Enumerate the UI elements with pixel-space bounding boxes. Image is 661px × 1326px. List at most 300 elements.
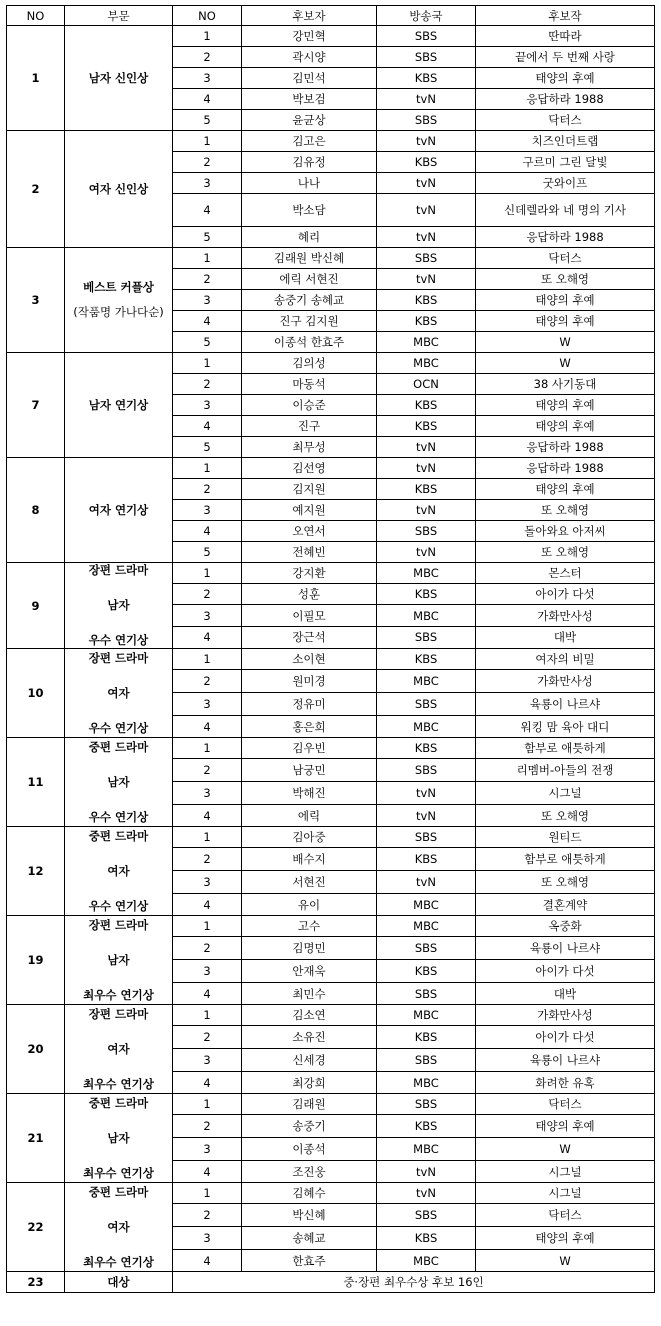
broadcaster: SBS (377, 110, 476, 131)
nominee-name: 최무성 (242, 437, 377, 458)
nominee-name: 예지원 (242, 500, 377, 521)
nominee-name: 김지원 (242, 479, 377, 500)
nominee-no: 5 (173, 542, 242, 563)
category (65, 1183, 173, 1272)
broadcaster: KBS (377, 1227, 476, 1250)
nominated-work: 가화만사성 (476, 605, 655, 626)
category-line: 장편 드라마 (88, 650, 149, 665)
broadcaster: MBC (377, 716, 476, 738)
nominee-name: 진구 (242, 416, 377, 437)
nominated-work: 육룡이 나르샤 (476, 693, 655, 716)
category-line: 남자 (107, 1130, 130, 1145)
nominee-no: 2 (173, 937, 242, 960)
nominee-no: 5 (173, 332, 242, 353)
broadcaster: SBS (377, 626, 476, 648)
nominee-name: 김아중 (242, 827, 377, 848)
broadcaster: SBS (377, 26, 476, 47)
nominee-no: 2 (173, 759, 242, 782)
category-note: (작품명 가나다순) (73, 305, 164, 319)
nominee-no: 2 (173, 848, 242, 871)
nominee-no: 3 (173, 1227, 242, 1250)
broadcaster: tvN (377, 458, 476, 479)
broadcaster: KBS (377, 311, 476, 332)
category-line: 최우수 연기상 (83, 1165, 154, 1180)
nominee-no: 2 (173, 269, 242, 290)
nominated-work: 끝에서 두 번째 사랑 (476, 47, 655, 68)
nominated-work: 굿와이프 (476, 173, 655, 194)
table-row (7, 827, 655, 848)
table-row (7, 738, 655, 759)
nominee-no: 3 (173, 782, 242, 805)
nominee-name: 장근석 (242, 626, 377, 648)
broadcaster: tvN (377, 173, 476, 194)
nominee-name: 소유진 (242, 1026, 377, 1049)
nominee-no: 2 (173, 374, 242, 395)
nominated-work: 몬스터 (476, 563, 655, 584)
nominee-no: 2 (173, 1204, 242, 1227)
nominated-work: 닥터스 (476, 248, 655, 269)
nominee-name: 최민수 (242, 983, 377, 1005)
category: 대상 (65, 1272, 173, 1293)
table-row (7, 248, 655, 269)
nominated-work: 구르미 그린 달빛 (476, 152, 655, 173)
category-line: 여자 (107, 863, 130, 878)
broadcaster: tvN (377, 782, 476, 805)
nominee-no: 5 (173, 437, 242, 458)
table-row (7, 563, 655, 584)
header-category: 부문 (65, 6, 173, 26)
nominee-no: 1 (173, 1094, 242, 1115)
category-line: 장편 드라마 (88, 563, 149, 577)
nominated-work: 육룡이 나르샤 (476, 937, 655, 960)
nominee-no: 5 (173, 227, 242, 248)
broadcaster: KBS (377, 68, 476, 89)
nominated-work: 시그널 (476, 1161, 655, 1183)
nominated-work: 옥중화 (476, 916, 655, 937)
broadcaster: KBS (377, 649, 476, 670)
nominated-work: 결혼계약 (476, 894, 655, 916)
nominee-no: 1 (173, 131, 242, 152)
broadcaster: tvN (377, 500, 476, 521)
nominee-no: 4 (173, 311, 242, 332)
group-no: 7 (7, 353, 65, 458)
category (65, 1094, 173, 1183)
broadcaster: KBS (377, 848, 476, 871)
nominee-no: 2 (173, 670, 242, 693)
nominee-no: 2 (173, 584, 242, 605)
nominated-work: 또 오해영 (476, 269, 655, 290)
category-line: 우수 연기상 (88, 898, 149, 913)
nominee-name: 김민석 (242, 68, 377, 89)
nominee-name: 강민혁 (242, 26, 377, 47)
broadcaster: MBC (377, 1072, 476, 1094)
nominee-no: 4 (173, 983, 242, 1005)
nominated-work: 또 오해영 (476, 500, 655, 521)
broadcaster: tvN (377, 1161, 476, 1183)
nominated-work: 육룡이 나르샤 (476, 1049, 655, 1072)
nominated-work: 화려한 유혹 (476, 1072, 655, 1094)
category-line: 남자 (107, 598, 130, 612)
broadcaster: SBS (377, 759, 476, 782)
nominee-name: 마동석 (242, 374, 377, 395)
broadcaster: KBS (377, 416, 476, 437)
nominee-name: 배수지 (242, 848, 377, 871)
header-group-no: NO (7, 6, 65, 26)
nominee-name: 강지환 (242, 563, 377, 584)
broadcaster: SBS (377, 983, 476, 1005)
nominee-name: 조진웅 (242, 1161, 377, 1183)
nominee-no: 4 (173, 89, 242, 110)
broadcaster: SBS (377, 521, 476, 542)
broadcaster: SBS (377, 827, 476, 848)
broadcaster: tvN (377, 805, 476, 827)
nominated-work: 태양의 후예 (476, 479, 655, 500)
category-line: 우수 연기상 (88, 809, 149, 824)
nominated-work: 닥터스 (476, 1094, 655, 1115)
broadcaster: tvN (377, 871, 476, 894)
nominee-no: 4 (173, 894, 242, 916)
nominee-no: 2 (173, 1026, 242, 1049)
broadcaster: KBS (377, 1115, 476, 1138)
broadcaster: tvN (377, 1183, 476, 1204)
broadcaster: SBS (377, 1204, 476, 1227)
broadcaster: tvN (377, 269, 476, 290)
nominee-no: 1 (173, 649, 242, 670)
nominee-no: 1 (173, 1183, 242, 1204)
nominee-no: 4 (173, 521, 242, 542)
table-row (7, 1183, 655, 1204)
nominated-work: 아이가 다섯 (476, 1026, 655, 1049)
nominated-work: 여자의 비밀 (476, 649, 655, 670)
broadcaster: OCN (377, 374, 476, 395)
broadcaster: MBC (377, 894, 476, 916)
broadcaster: KBS (377, 584, 476, 605)
broadcaster: MBC (377, 353, 476, 374)
category-line: 최우수 연기상 (83, 987, 154, 1002)
nominee-name: 에릭 서현진 (242, 269, 377, 290)
nominee-name: 김우빈 (242, 738, 377, 759)
nominee-no: 3 (173, 68, 242, 89)
broadcaster: KBS (377, 738, 476, 759)
nominated-work: 원티드 (476, 827, 655, 848)
nominee-name: 서현진 (242, 871, 377, 894)
broadcaster: KBS (377, 960, 476, 983)
category (65, 26, 173, 131)
table-row (7, 1094, 655, 1115)
broadcaster: KBS (377, 1026, 476, 1049)
broadcaster: SBS (377, 693, 476, 716)
broadcaster: tvN (377, 194, 476, 227)
group-no: 21 (7, 1094, 65, 1183)
nominated-work: 리멤버-아들의 전쟁 (476, 759, 655, 782)
nominee-name: 박보검 (242, 89, 377, 110)
nominated-work: 또 오해영 (476, 871, 655, 894)
category-line: 장편 드라마 (88, 1006, 149, 1021)
broadcaster: SBS (377, 1094, 476, 1115)
nominee-table (6, 5, 655, 1293)
nominee-no: 4 (173, 1161, 242, 1183)
nominated-work: 시그널 (476, 782, 655, 805)
category (65, 649, 173, 738)
nominated-work: 아이가 다섯 (476, 584, 655, 605)
group-no: 9 (7, 563, 65, 649)
group-no: 1 (7, 26, 65, 131)
category-line: 여자 (107, 1041, 130, 1056)
final-row-note: 중·장편 최우수상 후보 16인 (173, 1272, 655, 1293)
nominee-no: 3 (173, 960, 242, 983)
nominee-no: 1 (173, 26, 242, 47)
nominee-no: 1 (173, 738, 242, 759)
nominated-work: 가화만사성 (476, 670, 655, 693)
group-no: 8 (7, 458, 65, 563)
nominee-name: 이필모 (242, 605, 377, 626)
group-no: 12 (7, 827, 65, 916)
category-line: 여자 (107, 685, 130, 700)
nominee-no: 1 (173, 458, 242, 479)
nominated-work: 아이가 다섯 (476, 960, 655, 983)
nominee-name: 김래원 (242, 1094, 377, 1115)
table-row (7, 1005, 655, 1026)
nominated-work: 태양의 후예 (476, 416, 655, 437)
category-line: 우수 연기상 (88, 720, 149, 735)
broadcaster: tvN (377, 227, 476, 248)
category-line: 여자 (107, 1219, 130, 1234)
category (65, 563, 173, 649)
nominated-work: 태양의 후예 (476, 1115, 655, 1138)
nominated-work: 태양의 후예 (476, 1227, 655, 1250)
nominee-no: 3 (173, 1138, 242, 1161)
nominee-name: 박해진 (242, 782, 377, 805)
category (65, 248, 173, 353)
nominee-name: 김혜수 (242, 1183, 377, 1204)
category-line: 남자 신인상 (88, 70, 149, 85)
table-row (7, 353, 655, 374)
nominee-no: 4 (173, 805, 242, 827)
nominated-work: 또 오해영 (476, 805, 655, 827)
nominated-work: 태양의 후예 (476, 290, 655, 311)
category-line: 남자 (107, 774, 130, 789)
nominee-name: 신세경 (242, 1049, 377, 1072)
nominee-no: 1 (173, 916, 242, 937)
category-line: 최우수 연기상 (83, 1076, 154, 1091)
nominee-name: 소이현 (242, 649, 377, 670)
nominee-name: 성훈 (242, 584, 377, 605)
nominated-work: W (476, 1138, 655, 1161)
header-nominee: 후보자 (242, 6, 377, 26)
table-body (7, 26, 655, 1293)
nominee-no: 4 (173, 716, 242, 738)
nominated-work: 닥터스 (476, 1204, 655, 1227)
nominee-no: 1 (173, 353, 242, 374)
nominee-no: 3 (173, 500, 242, 521)
nominee-name: 정유미 (242, 693, 377, 716)
nominee-name: 혜리 (242, 227, 377, 248)
nominee-no: 2 (173, 152, 242, 173)
nominated-work: 태양의 후예 (476, 395, 655, 416)
nominee-name: 송중기 (242, 1115, 377, 1138)
nominee-name: 이승준 (242, 395, 377, 416)
nominee-no: 1 (173, 248, 242, 269)
nominee-name: 윤균상 (242, 110, 377, 131)
nominee-no: 1 (173, 563, 242, 584)
nominee-no: 4 (173, 194, 242, 227)
nominated-work: 38 사기동대 (476, 374, 655, 395)
nominated-work: 응답하라 1988 (476, 458, 655, 479)
nominee-no: 4 (173, 1250, 242, 1272)
nominee-no: 3 (173, 395, 242, 416)
category-line: 중편 드라마 (88, 739, 149, 754)
nominated-work: W (476, 1250, 655, 1272)
group-no: 10 (7, 649, 65, 738)
category (65, 353, 173, 458)
nominee-name: 원미경 (242, 670, 377, 693)
broadcaster: SBS (377, 937, 476, 960)
category (65, 131, 173, 248)
category (65, 1005, 173, 1094)
broadcaster: KBS (377, 152, 476, 173)
nominee-name: 김명민 (242, 937, 377, 960)
broadcaster: tvN (377, 437, 476, 458)
broadcaster: KBS (377, 290, 476, 311)
broadcaster: SBS (377, 1049, 476, 1072)
nominee-name: 한효주 (242, 1250, 377, 1272)
category-line: 중편 드라마 (88, 1095, 149, 1110)
nominated-work: 태양의 후예 (476, 68, 655, 89)
nominee-name: 김선영 (242, 458, 377, 479)
category-line: 중편 드라마 (88, 828, 149, 843)
nominated-work: 태양의 후예 (476, 311, 655, 332)
nominated-work: W (476, 332, 655, 353)
table-row (7, 916, 655, 937)
nominee-no: 4 (173, 416, 242, 437)
header-nominee-no: NO (173, 6, 242, 26)
nominee-name: 송중기 송혜교 (242, 290, 377, 311)
nominated-work: 응답하라 1988 (476, 227, 655, 248)
nominated-work: 또 오해영 (476, 542, 655, 563)
nominee-no: 3 (173, 871, 242, 894)
group-no: 19 (7, 916, 65, 1005)
nominee-no: 3 (173, 290, 242, 311)
category-line: 최우수 연기상 (83, 1254, 154, 1269)
category-line: 여자 신인상 (88, 181, 149, 196)
group-no: 2 (7, 131, 65, 248)
broadcaster: MBC (377, 332, 476, 353)
nominee-no: 4 (173, 626, 242, 648)
broadcaster: SBS (377, 248, 476, 269)
category-line: 우수 연기상 (88, 633, 149, 647)
nominee-no: 3 (173, 173, 242, 194)
category (65, 738, 173, 827)
nominee-name: 이종석 한효주 (242, 332, 377, 353)
nominee-name: 고수 (242, 916, 377, 937)
nominee-name: 최강희 (242, 1072, 377, 1094)
nominee-no: 1 (173, 827, 242, 848)
broadcaster: KBS (377, 479, 476, 500)
nominee-name: 곽시양 (242, 47, 377, 68)
broadcaster: MBC (377, 670, 476, 693)
nominee-no: 3 (173, 605, 242, 626)
header-work: 후보작 (476, 6, 655, 26)
nominated-work: W (476, 353, 655, 374)
nominee-name: 박소담 (242, 194, 377, 227)
broadcaster: MBC (377, 605, 476, 626)
group-no: 11 (7, 738, 65, 827)
broadcaster: MBC (377, 1138, 476, 1161)
category-line: 장편 드라마 (88, 917, 149, 932)
nominee-name: 오연서 (242, 521, 377, 542)
nominated-work: 대박 (476, 983, 655, 1005)
nominated-work: 치즈인더트랩 (476, 131, 655, 152)
nominee-name: 박신혜 (242, 1204, 377, 1227)
nominated-work: 딴따라 (476, 26, 655, 47)
category-line: 남자 연기상 (88, 397, 149, 412)
header-row (7, 6, 655, 26)
category (65, 458, 173, 563)
nominated-work: 신데렐라와 네 명의 기사 (476, 194, 655, 227)
group-no: 3 (7, 248, 65, 353)
nominee-name: 홍은희 (242, 716, 377, 738)
nominee-no: 3 (173, 1049, 242, 1072)
nominee-name: 유이 (242, 894, 377, 916)
nominee-name: 김유정 (242, 152, 377, 173)
group-no: 23 (7, 1272, 65, 1293)
nominee-name: 남궁민 (242, 759, 377, 782)
nominee-no: 2 (173, 47, 242, 68)
nominee-name: 안재욱 (242, 960, 377, 983)
broadcaster: MBC (377, 1250, 476, 1272)
nominee-name: 송혜교 (242, 1227, 377, 1250)
table-row (7, 458, 655, 479)
nominated-work: 함부로 애틋하게 (476, 738, 655, 759)
category-line: 중편 드라마 (88, 1184, 149, 1199)
nominee-name: 김소연 (242, 1005, 377, 1026)
nominee-name: 이종석 (242, 1138, 377, 1161)
final-row (7, 1272, 655, 1293)
broadcaster: tvN (377, 131, 476, 152)
group-no: 22 (7, 1183, 65, 1272)
nominee-name: 김래원 박신혜 (242, 248, 377, 269)
broadcaster: MBC (377, 563, 476, 584)
nominee-no: 2 (173, 479, 242, 500)
category-line: 여자 연기상 (88, 502, 149, 517)
broadcaster: SBS (377, 47, 476, 68)
nominated-work: 함부로 애틋하게 (476, 848, 655, 871)
broadcaster: MBC (377, 1005, 476, 1026)
nominee-name: 전혜빈 (242, 542, 377, 563)
category (65, 916, 173, 1005)
nominee-name: 김고은 (242, 131, 377, 152)
nominee-no: 1 (173, 1005, 242, 1026)
broadcaster: tvN (377, 89, 476, 110)
nominee-name: 진구 김지원 (242, 311, 377, 332)
nominee-no: 3 (173, 693, 242, 716)
nominee-name: 김의성 (242, 353, 377, 374)
nominee-no: 5 (173, 110, 242, 131)
table-row (7, 131, 655, 152)
nominated-work: 대박 (476, 626, 655, 648)
nominated-work: 응답하라 1988 (476, 89, 655, 110)
table-row (7, 26, 655, 47)
nominated-work: 닥터스 (476, 110, 655, 131)
nominee-no: 2 (173, 1115, 242, 1138)
table-row (7, 649, 655, 670)
broadcaster: MBC (377, 916, 476, 937)
category-line: 베스트 커플상 (83, 280, 154, 294)
category (65, 827, 173, 916)
category-line: 남자 (107, 952, 130, 967)
nominated-work: 응답하라 1988 (476, 437, 655, 458)
header-broadcaster: 방송국 (377, 6, 476, 26)
